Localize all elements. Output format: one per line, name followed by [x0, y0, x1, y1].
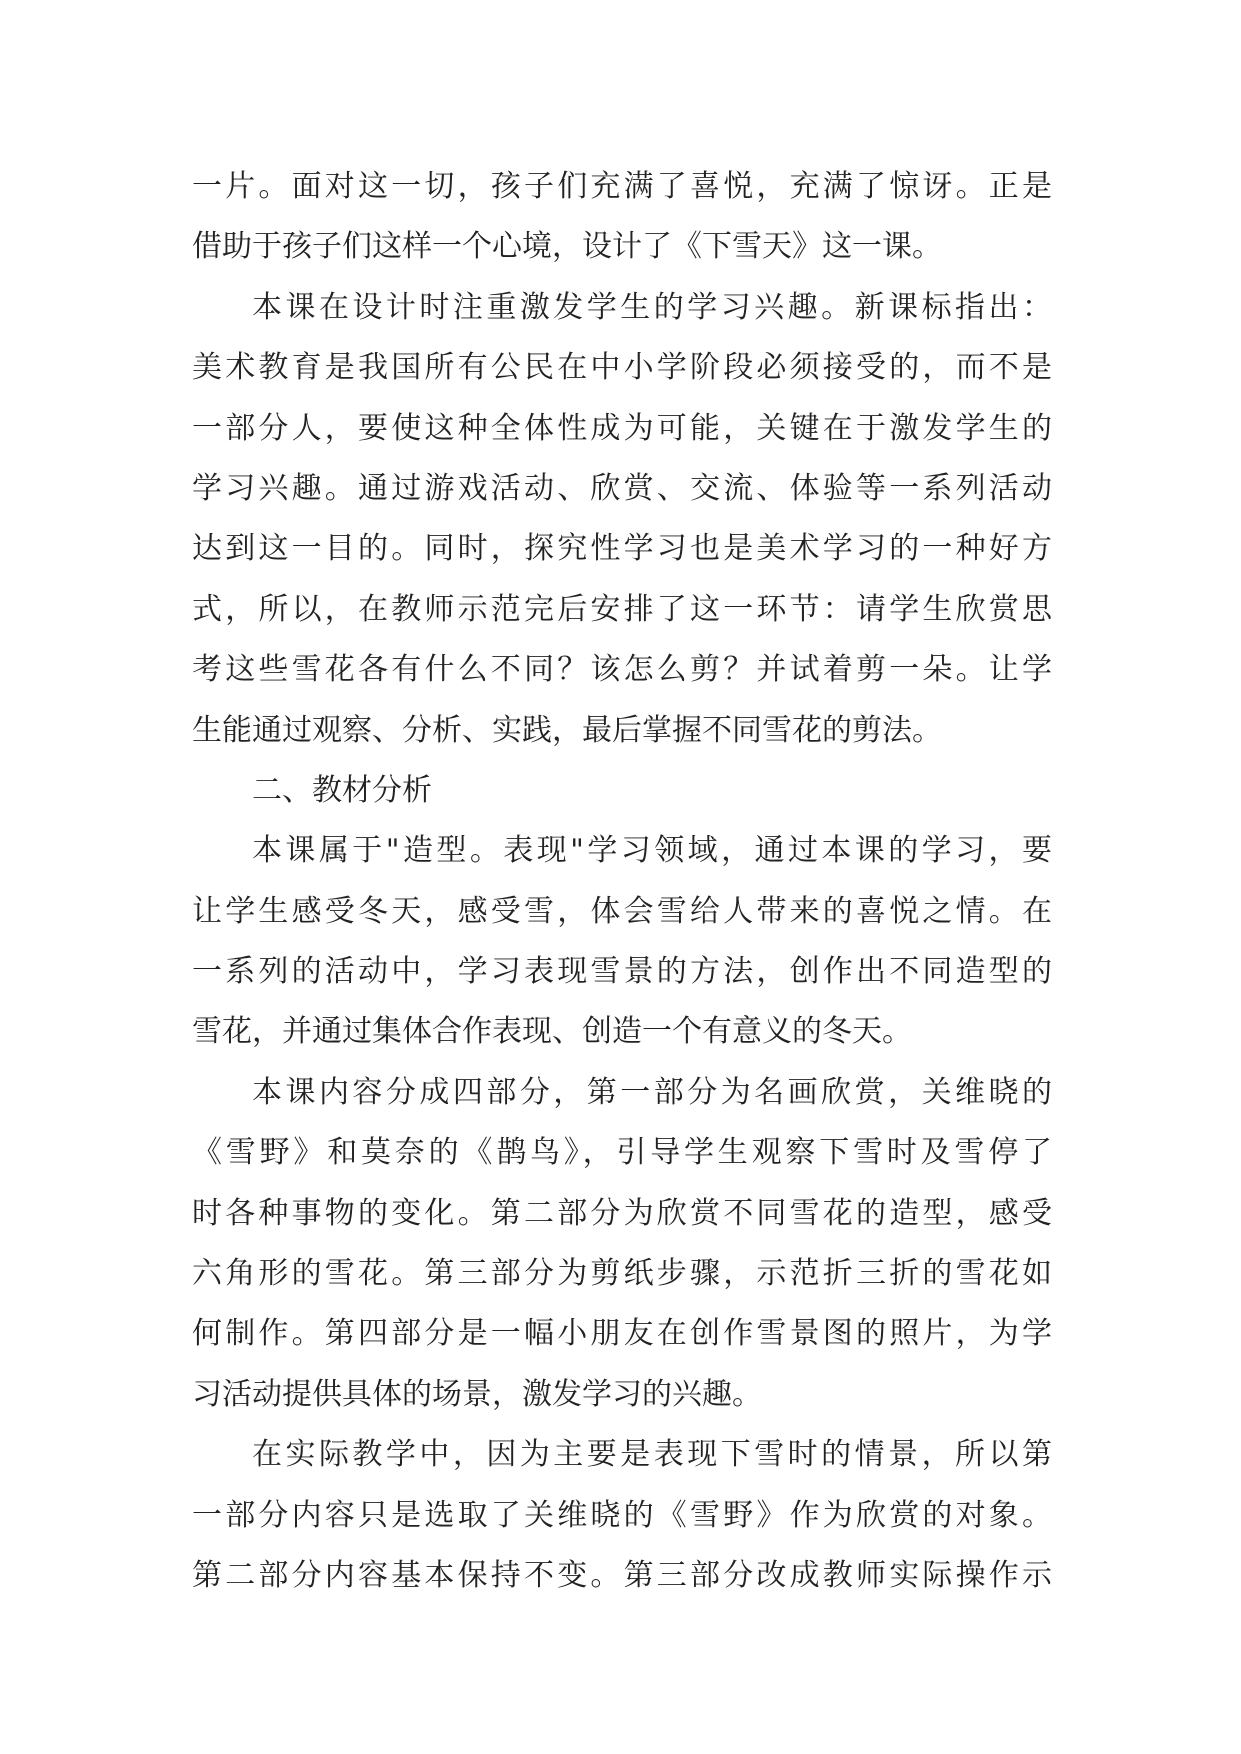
- text-line: 一片。面对这一切，孩子们充满了喜悦，充满了惊讶。正是: [192, 169, 1052, 204]
- text-line: 美术教育是我国所有公民在中小学阶段必须接受的，而不是: [192, 350, 1052, 386]
- text-line: 本课在设计时注重激发学生的学习兴趣。新课标指出：: [252, 289, 1052, 325]
- text-line: 一部分内容只是选取了关维晓的《雪野》作为欣赏的对象。: [192, 1497, 1052, 1533]
- text-line: 达到这一目的。同时，探究性学习也是美术学习的一种好方: [192, 531, 1052, 567]
- text-line: 本课内容分成四部分，第一部分为名画欣赏，关维晓的: [252, 1074, 1052, 1110]
- text-line: 生能通过观察、分析、实践，最后掌握不同雪花的剪法。: [192, 712, 942, 748]
- text-line: 一部分人，要使这种全体性成为可能，关键在于激发学生的: [192, 410, 1052, 446]
- text-line: 时各种事物的变化。第二部分为欣赏不同雪花的造型，感受: [192, 1195, 1052, 1231]
- text-line: 在实际教学中，因为主要是表现下雪时的情景，所以第: [252, 1437, 1052, 1473]
- text-line: 本课属于"造型。表现"学习领域，通过本课的学习，要: [252, 833, 1052, 869]
- text-line: 《雪野》和莫奈的《鹊鸟》，引导学生观察下雪时及雪停了: [192, 1135, 1052, 1171]
- text-line: 第二部分内容基本保持不变。第三部分改成教师实际操作示: [192, 1557, 1052, 1593]
- text-line: 何制作。第四部分是一幅小朋友在创作雪景图的照片，为学: [192, 1316, 1052, 1352]
- text-line: 六角形的雪花。第三部分为剪纸步骤，示范折三折的雪花如: [192, 1256, 1052, 1292]
- text-line: 一系列的活动中，学习表现雪景的方法，创作出不同造型的: [192, 954, 1052, 990]
- text-line: 习活动提供具体的场景，激发学习的兴趣。: [192, 1376, 762, 1412]
- text-line: 学习兴趣。通过游戏活动、欣赏、交流、体验等一系列活动: [192, 470, 1052, 506]
- text-line: 式，所以，在教师示范完后安排了这一环节：请学生欣赏思: [192, 591, 1052, 627]
- text-line: 二、教材分析: [252, 772, 432, 808]
- text-line: 雪花，并通过集体合作表现、创造一个有意义的冬天。: [192, 1014, 912, 1050]
- text-line: 让学生感受冬天，感受雪，体会雪给人带来的喜悦之情。在: [192, 893, 1052, 929]
- text-line: 借助于孩子们这样一个心境，设计了《下雪天》这一课。: [192, 229, 942, 265]
- body-text: [192, 157, 1052, 1606]
- text-line: 考这些雪花各有什么不同？该怎么剪？并试着剪一朵。让学: [192, 652, 1052, 688]
